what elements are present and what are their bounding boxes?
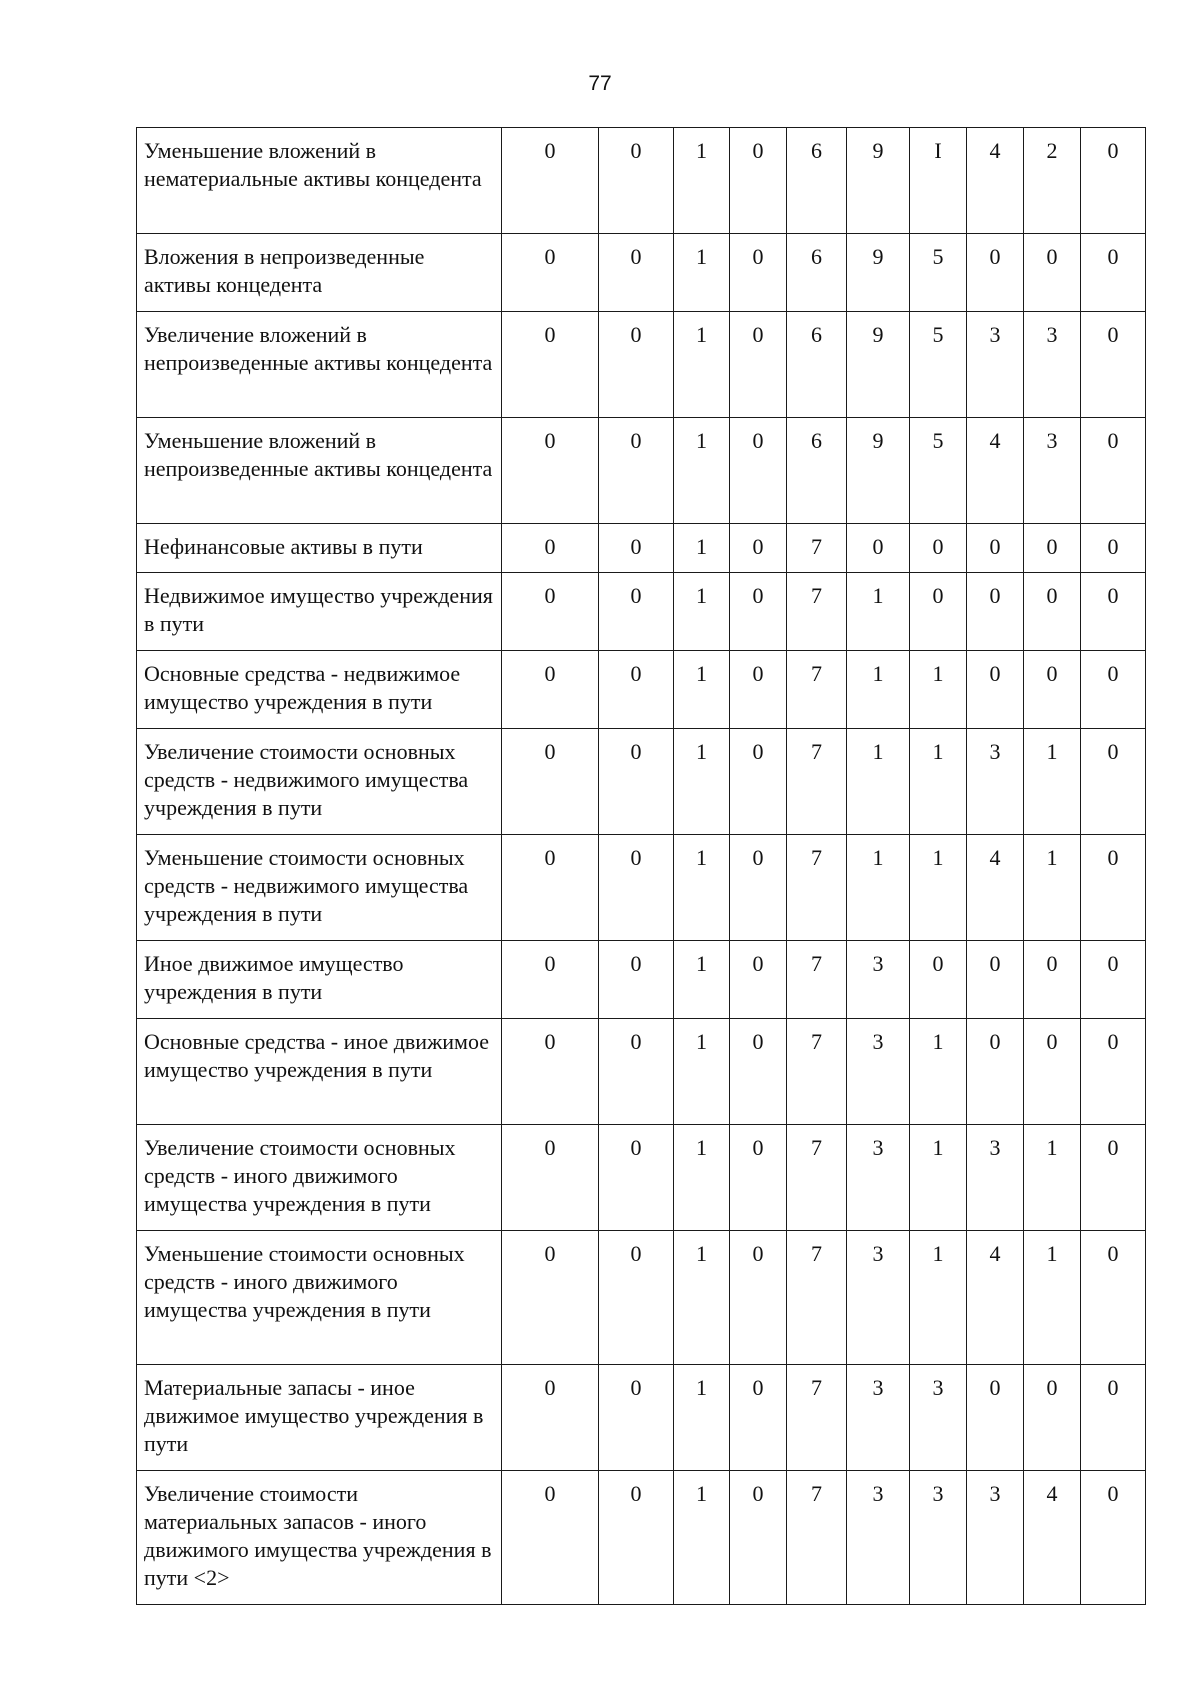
code-digit-cell: 9 [847,234,910,312]
code-digit-cell: 5 [910,312,967,418]
code-digit-cell: 0 [502,1365,599,1471]
code-digit-cell: 0 [1024,941,1081,1019]
code-digit-cell: 1 [847,651,910,729]
code-digit-cell: 7 [787,1471,847,1605]
code-digit-cell: 0 [1024,234,1081,312]
code-digit-cell: 0 [1081,1365,1146,1471]
code-digit-cell: 0 [967,573,1024,651]
code-digit-cell: 0 [599,1125,674,1231]
code-digit-cell: 1 [910,835,967,941]
table-row [137,128,1146,234]
code-digit-cell: 0 [502,651,599,729]
code-digit-cell: 4 [967,835,1024,941]
code-digit-cell: 1 [674,234,730,312]
code-digit-cell: 1 [674,941,730,1019]
account-name-cell: Иное движимое имущество учреждения в пути [137,941,502,1019]
code-digit-cell: 0 [1081,941,1146,1019]
code-digit-cell: 3 [847,1019,910,1125]
code-digit-cell: 0 [599,729,674,835]
code-digit-cell: 0 [1024,573,1081,651]
code-digit-cell: 0 [1081,1019,1146,1125]
code-digit-cell: 0 [1081,729,1146,835]
code-digit-cell: 0 [730,1365,787,1471]
code-digit-cell: 6 [787,312,847,418]
code-digit-cell: 0 [910,941,967,1019]
table-row [137,1125,1146,1231]
code-digit-cell: 7 [787,651,847,729]
code-digit-cell: 5 [910,234,967,312]
table-row [137,941,1146,1019]
code-digit-cell: 3 [847,1231,910,1365]
code-digit-cell: 3 [967,729,1024,835]
code-digit-cell: 0 [730,312,787,418]
code-digit-cell: 0 [599,1231,674,1365]
code-digit-cell: 7 [787,1019,847,1125]
code-digit-cell: 1 [674,1125,730,1231]
code-digit-cell: 1 [847,729,910,835]
code-digit-cell: 3 [847,1471,910,1605]
account-name-cell: Материальные запасы - иное движимое имущество учреждения в пути [137,1365,502,1471]
code-digit-cell: 0 [967,234,1024,312]
account-codes-table [136,127,1146,1605]
code-digit-cell: 0 [1024,1365,1081,1471]
code-digit-cell: 1 [847,573,910,651]
account-name-cell: Увеличение стоимости основных средств - иного движимого имущества учреждения в пути [137,1125,502,1231]
code-digit-cell: 1 [674,573,730,651]
code-digit-cell: 0 [502,941,599,1019]
code-digit-cell: 1 [1024,1125,1081,1231]
code-digit-cell: 1 [674,1231,730,1365]
code-digit-cell: 0 [730,835,787,941]
account-name-cell: Недвижимое имущество учреждения в пути [137,573,502,651]
code-digit-cell: 3 [1024,418,1081,524]
account-name-cell: Основные средства - иное движимое имущество учреждения в пути [137,1019,502,1125]
code-digit-cell: 1 [674,418,730,524]
code-digit-cell: 3 [910,1365,967,1471]
code-digit-cell: 1 [847,835,910,941]
code-digit-cell: 0 [730,234,787,312]
table-row [137,524,1146,573]
code-digit-cell: 0 [967,524,1024,573]
code-digit-cell: 1 [910,1019,967,1125]
code-digit-cell: 1 [910,1231,967,1365]
code-digit-cell: 0 [599,1471,674,1605]
account-name-cell: Уменьшение стоимости основных средств - недвижимого имущества учреждения в пути [137,835,502,941]
code-digit-cell: 0 [599,835,674,941]
code-digit-cell: 9 [847,128,910,234]
code-digit-cell: 0 [1081,573,1146,651]
code-digit-cell: 0 [910,573,967,651]
code-digit-cell: 6 [787,128,847,234]
code-digit-cell: 1 [1024,729,1081,835]
code-digit-cell: 0 [910,524,967,573]
code-digit-cell: 0 [599,128,674,234]
table-row [137,1365,1146,1471]
code-digit-cell: 0 [967,941,1024,1019]
table-row [137,312,1146,418]
account-name-cell: Уменьшение вложений в непроизведенные активы концедента [137,418,502,524]
page-number: 77 [588,72,612,95]
table-row [137,729,1146,835]
code-digit-cell: 9 [847,418,910,524]
code-digit-cell: 2 [1024,128,1081,234]
code-digit-cell: 1 [674,1471,730,1605]
code-digit-cell: 0 [730,729,787,835]
code-digit-cell: 1 [674,312,730,418]
code-digit-cell: 5 [910,418,967,524]
account-name-cell: Нефинансовые активы в пути [137,524,502,573]
table-row [137,651,1146,729]
table-row [137,1471,1146,1605]
code-digit-cell: 0 [502,573,599,651]
code-digit-cell: 0 [502,1231,599,1365]
code-digit-cell: 3 [847,1365,910,1471]
code-digit-cell: 0 [1081,128,1146,234]
code-digit-cell: 7 [787,941,847,1019]
code-digit-cell: 6 [787,234,847,312]
code-digit-cell: 0 [847,524,910,573]
code-digit-cell: 0 [502,1019,599,1125]
code-digit-cell: 0 [730,651,787,729]
code-digit-cell: 4 [1024,1471,1081,1605]
code-digit-cell: 0 [502,524,599,573]
code-digit-cell: 7 [787,729,847,835]
code-digit-cell: 3 [847,1125,910,1231]
code-digit-cell: 0 [502,312,599,418]
code-digit-cell: 4 [967,1231,1024,1365]
code-digit-cell: 0 [502,128,599,234]
code-digit-cell: 0 [599,941,674,1019]
code-digit-cell: 1 [1024,1231,1081,1365]
table-row [137,1019,1146,1125]
table-row [137,1231,1146,1365]
code-digit-cell: 0 [599,312,674,418]
code-digit-cell: 7 [787,1365,847,1471]
code-digit-cell: 7 [787,524,847,573]
code-digit-cell: 0 [1081,312,1146,418]
code-digit-cell: 0 [967,651,1024,729]
code-digit-cell: 0 [599,573,674,651]
code-digit-cell: 0 [599,1019,674,1125]
account-name-cell: Вложения в непроизведенные активы концедента [137,234,502,312]
code-digit-cell: 0 [730,1019,787,1125]
code-digit-cell: 1 [674,651,730,729]
code-digit-cell: 3 [1024,312,1081,418]
code-digit-cell: 0 [1081,651,1146,729]
code-digit-cell: 0 [730,418,787,524]
code-digit-cell: 0 [502,234,599,312]
code-digit-cell: 0 [730,128,787,234]
code-digit-cell: 0 [730,1471,787,1605]
code-digit-cell: 1 [674,524,730,573]
code-digit-cell: 0 [1081,418,1146,524]
code-digit-cell: 0 [730,941,787,1019]
code-digit-cell: 1 [1024,835,1081,941]
code-digit-cell: 3 [967,312,1024,418]
table-row [137,573,1146,651]
code-digit-cell: 0 [730,573,787,651]
code-digit-cell: 9 [847,312,910,418]
code-digit-cell: 1 [674,835,730,941]
code-digit-cell: 1 [674,729,730,835]
account-name-cell: Увеличение стоимости материальных запасов - иного движимого имущества учреждения в пути <2> [137,1471,502,1605]
code-digit-cell: 0 [599,524,674,573]
code-digit-cell: 0 [502,729,599,835]
code-digit-cell: 1 [910,729,967,835]
code-digit-cell: 3 [967,1125,1024,1231]
account-name-cell: Увеличение стоимости основных средств - недвижимого имущества учреждения в пути [137,729,502,835]
code-digit-cell: 0 [599,1365,674,1471]
code-digit-cell: 7 [787,573,847,651]
code-digit-cell: 0 [599,234,674,312]
code-digit-cell: 0 [1081,524,1146,573]
code-digit-cell: 0 [502,418,599,524]
code-digit-cell: 0 [1024,524,1081,573]
code-digit-cell: 1 [674,1019,730,1125]
code-digit-cell: 0 [730,524,787,573]
code-digit-cell: 1 [910,1125,967,1231]
code-digit-cell: 0 [599,418,674,524]
code-digit-cell: 7 [787,835,847,941]
account-name-cell: Основные средства - недвижимое имущество учреждения в пути [137,651,502,729]
code-digit-cell: 0 [967,1365,1024,1471]
code-digit-cell: 7 [787,1231,847,1365]
table-row [137,234,1146,312]
code-digit-cell: 0 [1024,651,1081,729]
code-digit-cell: 7 [787,1125,847,1231]
code-digit-cell: 0 [502,1471,599,1605]
code-digit-cell: 3 [910,1471,967,1605]
account-name-cell: Уменьшение стоимости основных средств - иного движимого имущества учреждения в пути [137,1231,502,1365]
table-body [137,128,1146,1605]
code-digit-cell: 6 [787,418,847,524]
code-digit-cell: 0 [730,1231,787,1365]
code-digit-cell: 0 [730,1125,787,1231]
code-digit-cell: 0 [1081,1231,1146,1365]
code-digit-cell: 0 [502,1125,599,1231]
code-digit-cell: 0 [1024,1019,1081,1125]
code-digit-cell: 0 [967,1019,1024,1125]
code-digit-cell: 0 [502,835,599,941]
code-digit-cell: 3 [847,941,910,1019]
code-digit-cell: 1 [910,651,967,729]
code-digit-cell: 3 [967,1471,1024,1605]
code-digit-cell: 4 [967,418,1024,524]
table-row [137,418,1146,524]
account-name-cell: Увеличение вложений в непроизведенные активы концедента [137,312,502,418]
account-name-cell: Уменьшение вложений в нематериальные активы концедента [137,128,502,234]
code-digit-cell: 0 [1081,1125,1146,1231]
code-digit-cell: 0 [599,651,674,729]
table-row [137,835,1146,941]
code-digit-cell: 1 [674,1365,730,1471]
code-digit-cell: 0 [1081,835,1146,941]
code-digit-cell: I [910,128,967,234]
code-digit-cell: 4 [967,128,1024,234]
code-digit-cell: 1 [674,128,730,234]
code-digit-cell: 0 [1081,1471,1146,1605]
code-digit-cell: 0 [1081,234,1146,312]
